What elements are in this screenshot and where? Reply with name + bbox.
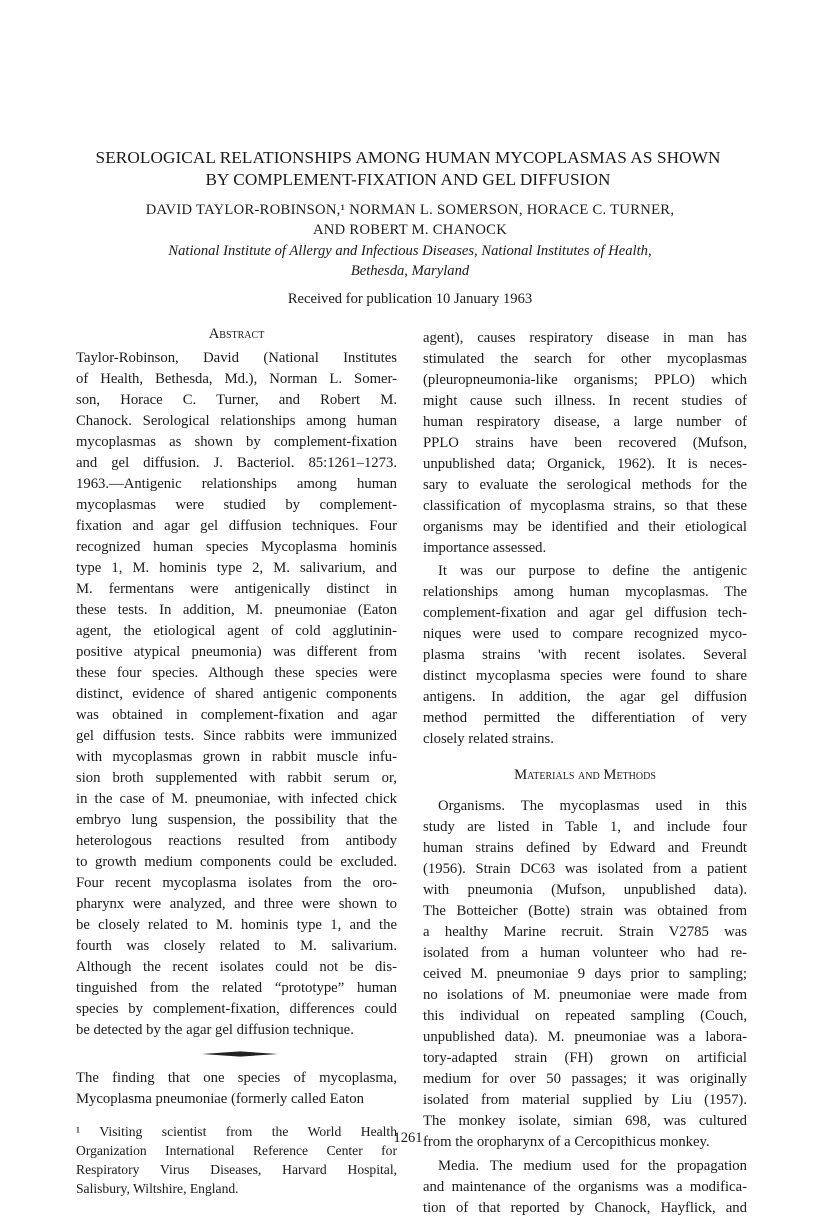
abstract-line: was obtained in complement-fixation and agar bbox=[76, 707, 397, 723]
intro-line: importance assessed. bbox=[423, 540, 547, 556]
affiliation-line: National Institute of Allergy and Infectious Diseases, National Institutes of Health, bbox=[168, 243, 652, 259]
page-number: 1261 bbox=[393, 1130, 423, 1146]
methods-heading: Materials and Methods bbox=[514, 767, 656, 783]
abstract-line: type 1, M. hominis type 2, M. salivarium, and bbox=[76, 560, 397, 576]
abstract-line: species by complement-fixation, differences could bbox=[76, 1001, 397, 1017]
footnote-line: Salisbury, Wiltshire, England. bbox=[76, 1181, 239, 1196]
abstract-line: son, Horace C. Turner, and Robert M. bbox=[76, 392, 397, 408]
abstract-line: in the case of M. pneumoniae, with infected chick bbox=[76, 791, 397, 807]
organisms-line: from the oropharynx of a Cercopithicus monkey. bbox=[423, 1134, 710, 1150]
organisms-line: study are listed in Table 1, and include four bbox=[423, 819, 747, 835]
abstract-line: fixation and agar gel diffusion techniques. Four bbox=[76, 518, 397, 534]
intro-line: PPLO strains have been recovered (Mufson, bbox=[423, 435, 747, 451]
abstract-line: Taylor-Robinson, David (National Institutes bbox=[76, 350, 397, 366]
abstract-line: agent, the etiological agent of cold agglutinin- bbox=[76, 623, 397, 639]
abstract-line: these tests. In addition, M. pneumoniae (Eaton bbox=[76, 602, 397, 618]
organisms-line: human strains defined by Edward and Freundt bbox=[423, 840, 747, 856]
abstract-line: Chanock. Serological relationships among human bbox=[76, 413, 397, 429]
section-divider-ornament bbox=[200, 1049, 280, 1059]
abstract-line: Four recent mycoplasma isolates from the oro- bbox=[76, 875, 397, 891]
organisms-line: The monkey isolate, simian 698, was cultured bbox=[423, 1113, 747, 1129]
author-line: DAVID TAYLOR-ROBINSON,¹ NORMAN L. SOMERSON, HORACE C. TURNER, bbox=[145, 202, 675, 218]
media-line: and maintenance of the organisms was a modifica- bbox=[423, 1179, 747, 1195]
organisms-line: with pneumonia (Mufson, unpublished data). bbox=[423, 882, 747, 898]
organisms-line: The Botteicher (Botte) strain was obtained from bbox=[423, 903, 747, 919]
organisms-line: isolated from material supplied by Liu (1957). bbox=[423, 1092, 747, 1108]
abstract-line: be closely related to M. hominis type 1, and the bbox=[76, 917, 397, 933]
abstract-line: gel diffusion tests. Since rabbits were immunized bbox=[76, 728, 397, 744]
footnote-line: Respiratory Virus Diseases, Harvard Hospital, bbox=[76, 1162, 397, 1177]
intro-line: might cause such illness. In recent studies of bbox=[423, 393, 747, 409]
purpose-line: It was our purpose to define the antigenic bbox=[438, 563, 747, 579]
abstract-line: and gel diffusion. J. Bacteriol. 85:1261–1273. bbox=[76, 455, 397, 471]
intro-line: The finding that one species of mycoplasma, bbox=[76, 1070, 397, 1086]
organisms-line: medium for over 50 passages; it was originally bbox=[423, 1071, 747, 1087]
organisms-line: Organisms. The mycoplasmas used in this bbox=[438, 798, 747, 814]
abstract-line: to growth medium components could be excluded. bbox=[76, 854, 397, 870]
affiliation bbox=[60, 241, 760, 281]
paper-title bbox=[40, 147, 776, 191]
intro-line: unpublished data; Organick, 1962). It is neces- bbox=[423, 456, 747, 472]
abstract-line: be detected by the agar gel diffusion technique. bbox=[76, 1022, 354, 1038]
abstract-line: with mycoplasmas grown in rabbit muscle infu- bbox=[76, 749, 397, 765]
organisms-line: a healthy Marine recruit. Strain V2785 was bbox=[423, 924, 747, 940]
purpose-line: antigens. In addition, the agar gel diffusion bbox=[423, 689, 747, 705]
title-line: SEROLOGICAL RELATIONSHIPS AMONG HUMAN MYCOPLASMAS AS SHOWN bbox=[95, 148, 721, 167]
intro-line: (pleuropneumonia-like organisms; PPLO) which bbox=[423, 372, 747, 388]
abstract-heading: Abstract bbox=[208, 326, 265, 342]
organisms-line: (1956). Strain DC63 was isolated from a patient bbox=[423, 861, 747, 877]
purpose-line: complement-fixation and agar gel diffusion tech- bbox=[423, 605, 747, 621]
abstract-line: mycoplasmas were studied by complement- bbox=[76, 497, 397, 513]
received-date: Received for publication 10 January 1963 bbox=[287, 291, 533, 307]
purpose-line: closely related strains. bbox=[423, 731, 554, 747]
abstract-line: embryo lung suspension, the possibility that the bbox=[76, 812, 397, 828]
intro-line: human respiratory disease, a large number of bbox=[423, 414, 747, 430]
organisms-line: unpublished data). M. pneumoniae was a labora- bbox=[423, 1029, 747, 1045]
abstract-line: 1963.—Antigenic relationships among human bbox=[76, 476, 397, 492]
intro-line: agent), causes respiratory disease in man has bbox=[423, 330, 747, 346]
media-line: Media. The medium used for the propagation bbox=[438, 1158, 747, 1174]
abstract-line: Although the recent isolates could not be dis- bbox=[76, 959, 397, 975]
intro-line: organisms may be identified and their etiological bbox=[423, 519, 747, 535]
intro-line: stimulated the search for other mycoplasmas bbox=[423, 351, 747, 367]
organisms-line: isolated from a human volunteer who had re- bbox=[423, 945, 747, 961]
abstract-line: recognized human species Mycoplasma hominis bbox=[76, 539, 397, 555]
abstract-line: of Health, Bethesda, Md.), Norman L. Somer- bbox=[76, 371, 397, 387]
organisms-line: tory-adapted strain (FH) grown on artificial bbox=[423, 1050, 747, 1066]
author-line: AND ROBERT M. CHANOCK bbox=[312, 222, 508, 238]
purpose-line: method permitted the differentiation of very bbox=[423, 710, 747, 726]
abstract-line: mycoplasmas as shown by complement-fixation bbox=[76, 434, 397, 450]
abstract-line: tinguished from the related “prototype” human bbox=[76, 980, 397, 996]
abstract-line: fourth was closely related to M. salivarium. bbox=[76, 938, 397, 954]
abstract-line: pharynx were analyzed, and three were shown to bbox=[76, 896, 397, 912]
intro-line: classification of mycoplasma strains, so that these bbox=[423, 498, 747, 514]
abstract-line: sion broth supplemented with rabbit serum or, bbox=[76, 770, 397, 786]
purpose-line: niques were used to compare recognized myco- bbox=[423, 626, 747, 642]
author-list bbox=[60, 200, 760, 240]
purpose-line: plasma strains 'with recent isolates. Several bbox=[423, 647, 747, 663]
abstract-line: positive atypical pneumonia) was different from bbox=[76, 644, 397, 660]
organisms-line: no isolations of M. pneumoniae were made from bbox=[423, 987, 747, 1003]
media-line: tion of that reported by Chanock, Hayflick, and bbox=[423, 1200, 747, 1216]
intro-line: Mycoplasma pneumoniae (formerly called Eaton bbox=[76, 1091, 364, 1107]
organisms-line: ceived M. pneumoniae 9 days prior to sampling; bbox=[423, 966, 747, 982]
abstract-line: these four species. Although these species were bbox=[76, 665, 397, 681]
purpose-line: relationships among human mycoplasmas. The bbox=[423, 584, 747, 600]
abstract-line: distinct, evidence of shared antigenic components bbox=[76, 686, 397, 702]
abstract-line: heterologous reactions resulted from antibody bbox=[76, 833, 397, 849]
purpose-line: distinct mycoplasma species were found to share bbox=[423, 668, 747, 684]
organisms-line: this individual on repeated sampling (Couch, bbox=[423, 1008, 747, 1024]
footnote-line: Organization International Reference Center for bbox=[76, 1143, 397, 1158]
abstract-line: M. fermentans were antigenically distinct in bbox=[76, 581, 397, 597]
affiliation-line: Bethesda, Maryland bbox=[350, 263, 470, 279]
intro-line: sary to evaluate the serological methods for the bbox=[423, 477, 747, 493]
title-line: BY COMPLEMENT-FIXATION AND GEL DIFFUSION bbox=[205, 170, 611, 189]
footnote-line: ¹ Visiting scientist from the World Health bbox=[76, 1124, 397, 1139]
